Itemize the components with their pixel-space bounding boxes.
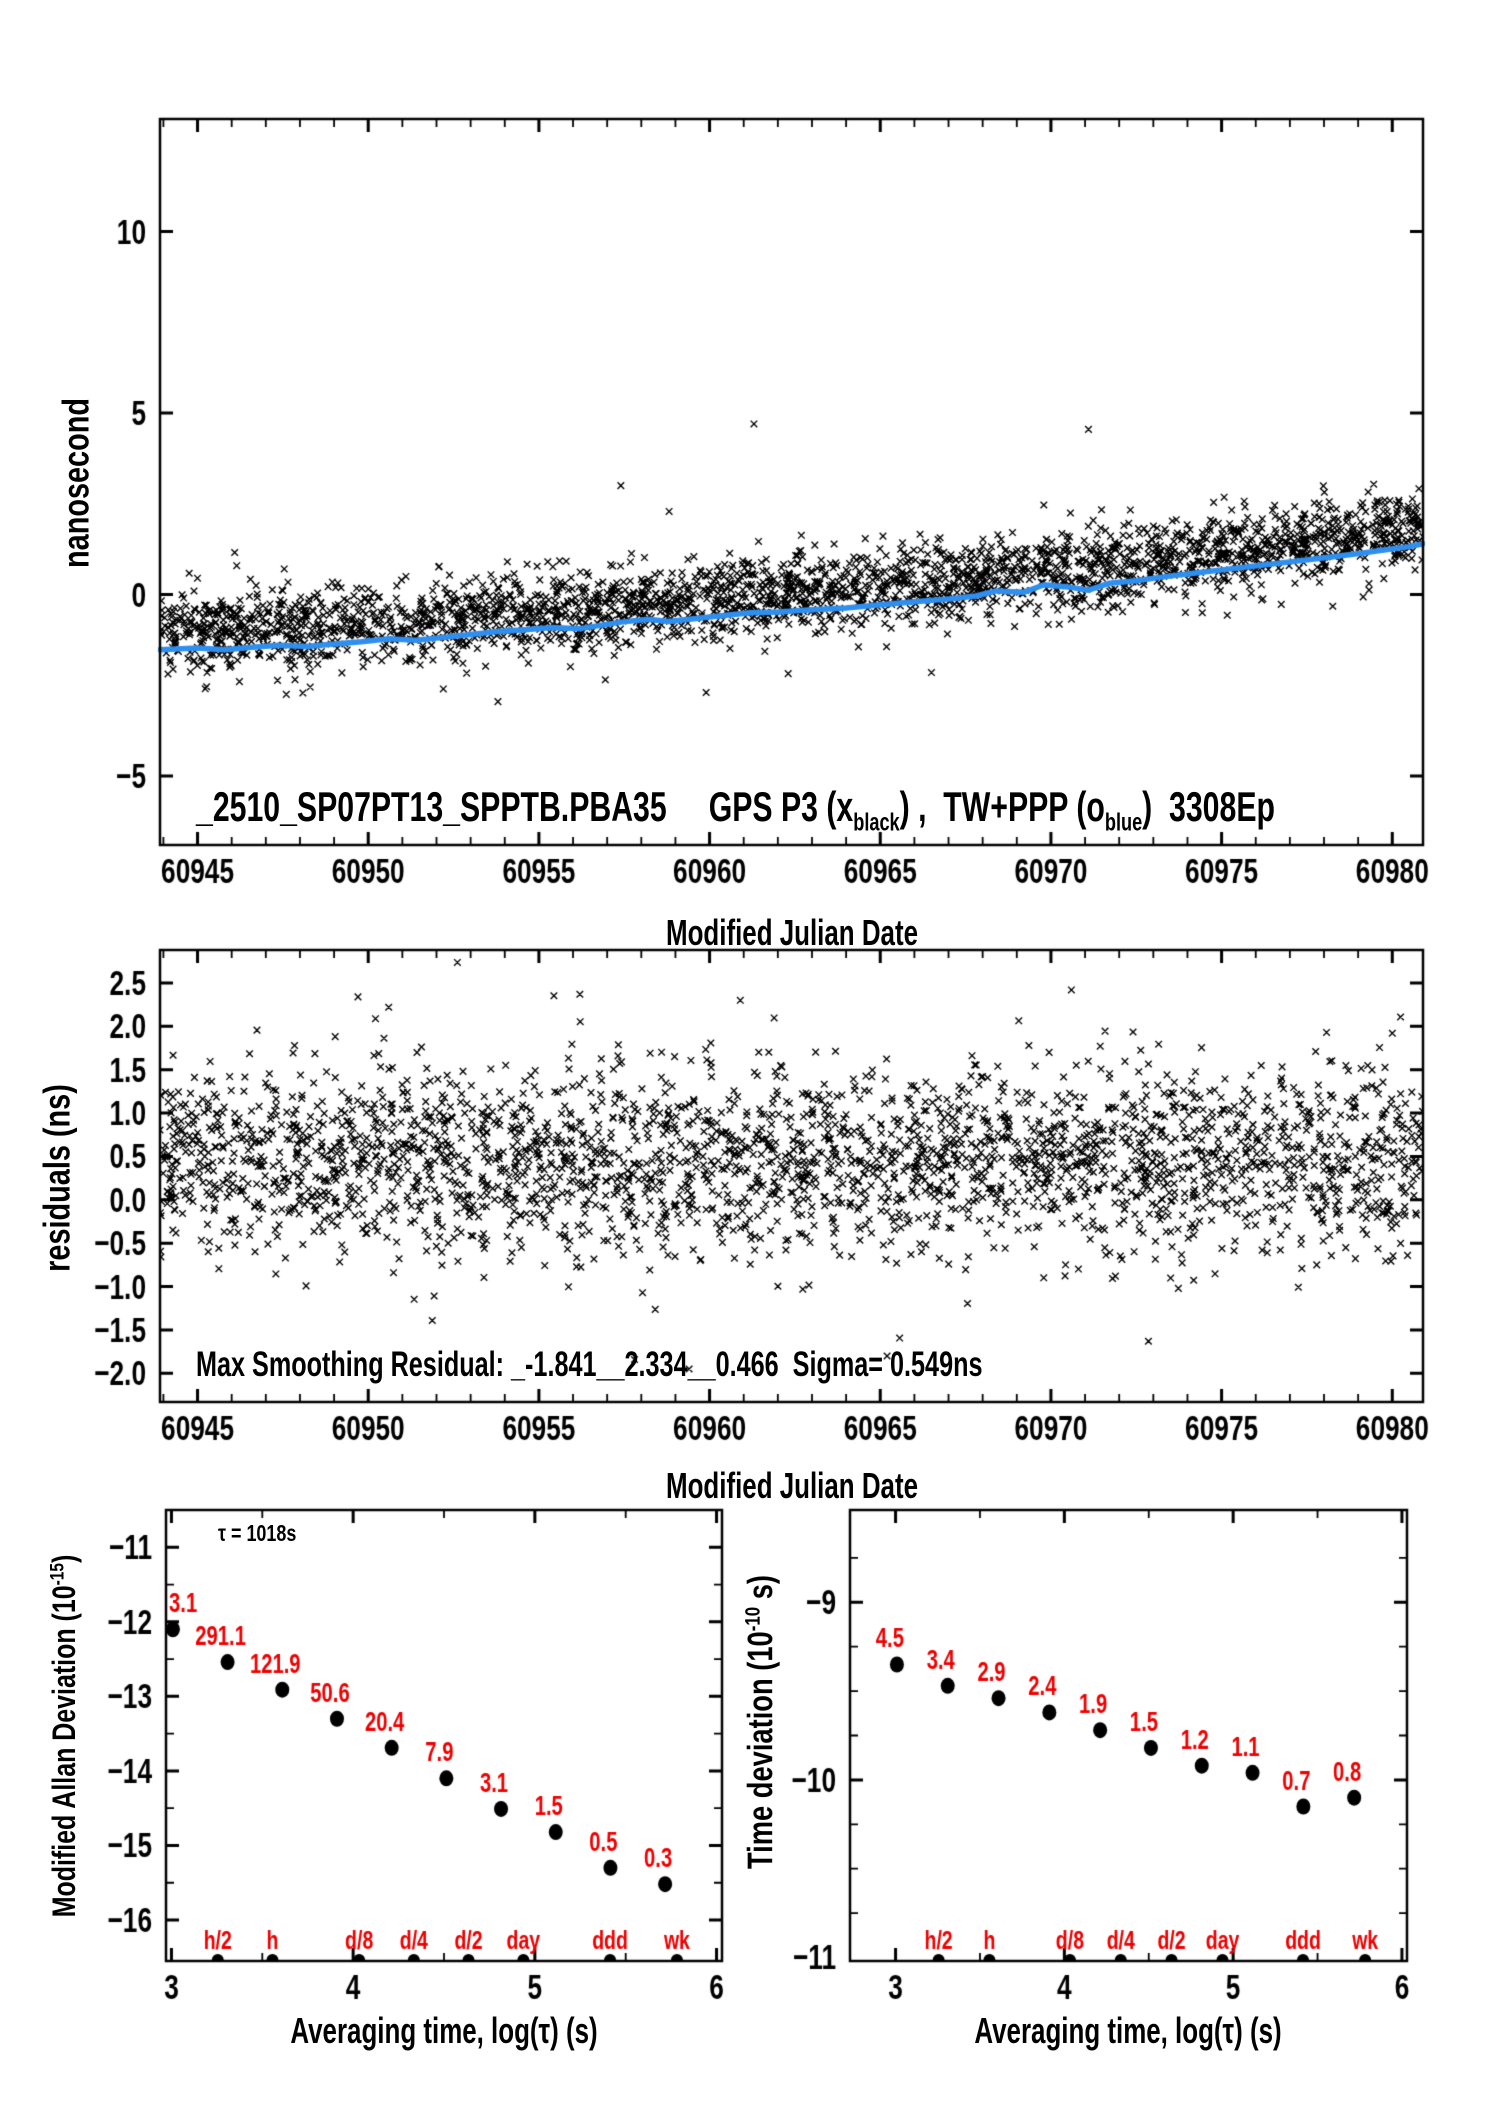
mdev-ylabel-exponent: -15: [46, 1563, 69, 1586]
tdev-chart-xlabel: Averaging time, log(τ) (s): [974, 2010, 1282, 2051]
top-chart-ylabel: nanosecond: [55, 398, 97, 568]
residuals-chart-xlabel: Modified Julian Date: [665, 1465, 919, 1506]
comparison-title-annotation: [196, 783, 1275, 837]
tau-annotation: τ = 1018s: [218, 1520, 297, 1546]
title-pre: _2510_SP07PT13_SPPTB.PBA35 GPS P3 (x: [196, 783, 854, 830]
mdev-ylabel-text: Modified Allan Deviation (10: [46, 1585, 82, 1918]
tdev-chart-ylabel: [739, 1574, 781, 1870]
residual-stats-annotation: Max Smoothing Residual: _-1.841__2.334__0.466 Sigma= 0.549ns: [196, 1345, 983, 1384]
mdev-chart-xlabel: Averaging time, log(τ) (s): [290, 2010, 598, 2051]
mdev-ylabel-close: ): [46, 1554, 82, 1564]
title-sub-blue: blue: [1104, 808, 1143, 837]
title-sub-black: black: [853, 808, 900, 837]
tdev-ylabel-text: Time deviation (10: [741, 1631, 781, 1870]
title-mid: ) , TW+PPP (o: [899, 783, 1105, 830]
tdev-ylabel-exponent: -10: [739, 1606, 765, 1632]
mdev-chart-ylabel: [48, 1555, 80, 1918]
top-chart-xlabel: Modified Julian Date: [665, 912, 919, 953]
residuals-chart-ylabel: residuals (ns): [36, 1084, 78, 1272]
tdev-ylabel-close: s): [741, 1574, 781, 1607]
title-post: ) 3308Ep: [1142, 783, 1275, 830]
